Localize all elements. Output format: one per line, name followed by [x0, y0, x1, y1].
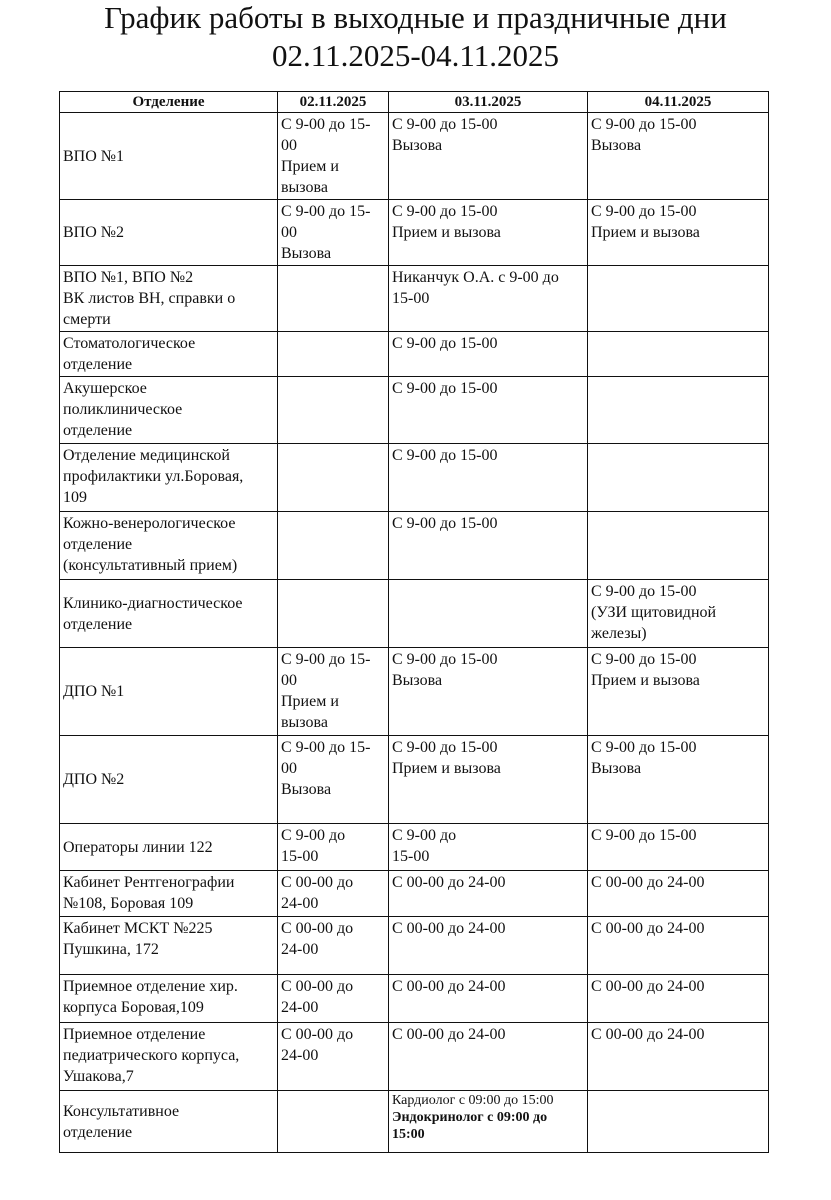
table-body	[60, 113, 769, 1153]
table-row	[60, 444, 769, 512]
cell-text: 00	[281, 760, 297, 777]
schedule-cell-date-1	[278, 917, 389, 975]
schedule-cell-date-3	[588, 200, 769, 266]
schedule-cell-date-2	[389, 580, 588, 648]
department-name: Клинико-диагностическое	[63, 594, 243, 612]
cell-text: С 9-00 до 15-00	[591, 739, 697, 756]
cell-text: С 00-00 до	[281, 874, 354, 891]
department-name: отделение	[63, 422, 133, 439]
department-name: ДПО №2	[63, 771, 125, 788]
table-row	[60, 871, 769, 917]
department-cell	[60, 377, 278, 444]
table-row	[60, 824, 769, 871]
cell-text: С 00-00 до 24-00	[591, 920, 705, 937]
schedule-cell-date-3	[588, 580, 769, 648]
department-cell	[60, 580, 278, 648]
schedule-cell-date-2	[389, 377, 588, 444]
schedule-cell-date-1	[278, 1023, 389, 1091]
header-date-1: 02.11.2025	[278, 92, 389, 113]
cell-text: Прием и вызова	[392, 224, 501, 241]
department-name: отделение	[63, 356, 133, 373]
department-name: отделение	[63, 615, 133, 633]
schedule-table	[59, 91, 769, 1153]
schedule-cell-date-1	[278, 580, 389, 648]
schedule-cell-date-1	[278, 444, 389, 512]
department-name: Акушерское	[63, 380, 147, 397]
cell-text: С 00-00 до 24-00	[392, 1026, 506, 1043]
cell-text: Вызова	[281, 245, 332, 262]
schedule-cell-date-2	[389, 871, 588, 917]
cell-text: Вызова	[281, 781, 332, 798]
table-row	[60, 736, 769, 824]
cell-text: С 00-00 до	[281, 920, 354, 937]
department-name: Отделение медицинской	[63, 447, 230, 464]
department-cell	[60, 975, 278, 1023]
table-row	[60, 975, 769, 1023]
cell-text-bold: 15:00	[392, 1127, 425, 1142]
table-row	[60, 917, 769, 975]
cell-text: С 00-00 до 24-00	[392, 874, 506, 891]
department-name: Операторы линии 122	[63, 838, 213, 856]
department-cell	[60, 266, 278, 332]
page-title: График работы в выходные и праздничные дни	[104, 0, 727, 35]
cell-text-bold: Эндокринолог с 09:00 до	[392, 1110, 548, 1125]
department-cell	[60, 736, 278, 824]
schedule-cell-date-1	[278, 975, 389, 1023]
department-name: ВПО №2	[63, 224, 125, 241]
schedule-cell-date-3	[588, 917, 769, 975]
department-cell	[60, 332, 278, 377]
department-name: ВК листов ВН, справки о	[63, 290, 236, 307]
schedule-cell-date-3	[588, 444, 769, 512]
header-date-3: 04.11.2025	[588, 92, 769, 113]
department-name: Кабинет Рентгенографии	[63, 874, 235, 891]
cell-text: Вызова	[591, 760, 642, 777]
header-row	[60, 92, 769, 113]
department-name: Приемное отделение хир.	[63, 978, 238, 995]
department-cell	[60, 917, 278, 975]
department-name: отделение	[63, 1123, 133, 1141]
department-cell	[60, 1091, 278, 1153]
schedule-cell-date-3	[588, 736, 769, 824]
cell-text: (УЗИ щитовидной	[591, 604, 717, 621]
department-cell	[60, 512, 278, 580]
schedule-cell-date-2	[389, 736, 588, 824]
schedule-cell-date-2	[389, 200, 588, 266]
schedule-cell-date-2	[389, 824, 588, 871]
table-row	[60, 266, 769, 332]
department-name: корпуса Боровая,109	[63, 999, 204, 1016]
department-cell	[60, 824, 278, 871]
table-row	[60, 377, 769, 444]
schedule-cell-date-2	[389, 444, 588, 512]
department-name: Ушакова,7	[63, 1068, 134, 1085]
schedule-cell-date-3	[588, 871, 769, 917]
department-name: (консультативный прием)	[63, 557, 238, 574]
cell-text: С 00-00 до 24-00	[392, 920, 506, 937]
schedule-cell-date-1	[278, 332, 389, 377]
schedule-cell-date-2	[389, 512, 588, 580]
table-row	[60, 200, 769, 266]
cell-text: С 9-00 до 15-00	[591, 583, 697, 600]
department-name: Консультативное	[63, 1102, 180, 1120]
department-name: Кожно-венерологическое	[63, 515, 236, 532]
department-name: Пушкина, 172	[63, 941, 159, 958]
department-name: Кабинет МСКТ №225	[63, 920, 213, 937]
schedule-cell-date-2	[389, 1023, 588, 1091]
cell-text: С 00-00 до 24-00	[591, 1026, 705, 1043]
cell-text: вызова	[281, 179, 328, 196]
schedule-cell-date-3	[588, 266, 769, 332]
cell-text: Вызова	[392, 137, 443, 154]
schedule-cell-date-1	[278, 824, 389, 871]
department-name: №108, Боровая 109	[63, 895, 194, 912]
schedule-cell-date-3	[588, 1023, 769, 1091]
schedule-cell-date-3	[588, 113, 769, 200]
schedule-cell-date-1	[278, 648, 389, 736]
cell-text: С 00-00 до	[281, 978, 354, 995]
cell-text: С 9-00 до 15-	[281, 203, 371, 220]
cell-text: 15-00	[392, 848, 430, 865]
department-name: профилактики ул.Боровая,	[63, 468, 244, 485]
schedule-cell-date-1	[278, 1091, 389, 1153]
cell-text: 15-00	[281, 848, 319, 865]
cell-text: С 9-00 до	[281, 827, 346, 844]
department-cell	[60, 1023, 278, 1091]
table-header	[60, 92, 769, 113]
cell-text: С 9-00 до 15-00	[591, 827, 697, 844]
department-cell	[60, 200, 278, 266]
cell-text: 00	[281, 137, 297, 154]
header-date-2: 03.11.2025	[389, 92, 588, 113]
cell-text: С 9-00 до 15-00	[392, 380, 498, 397]
cell-text: Прием и вызова	[392, 760, 501, 777]
cell-text: 00	[281, 672, 297, 689]
cell-text: Прием и вызова	[591, 224, 700, 241]
cell-text: С 9-00 до 15-00	[392, 203, 498, 220]
cell-text: 24-00	[281, 1047, 319, 1064]
cell-text: С 00-00 до 24-00	[591, 978, 705, 995]
cell-text: Прием и	[281, 158, 339, 175]
table-row	[60, 580, 769, 648]
department-name: отделение	[63, 536, 133, 553]
schedule-cell-date-3	[588, 512, 769, 580]
cell-text: С 9-00 до 15-00	[591, 203, 697, 220]
schedule-cell-date-3	[588, 377, 769, 444]
schedule-cell-date-1	[278, 871, 389, 917]
department-name: Стоматологическое	[63, 335, 196, 352]
schedule-cell-date-2	[389, 917, 588, 975]
schedule-cell-date-3	[588, 332, 769, 377]
table-row	[60, 1091, 769, 1153]
schedule-cell-date-1	[278, 377, 389, 444]
schedule-cell-date-2	[389, 266, 588, 332]
cell-text: С 9-00 до	[392, 827, 457, 844]
schedule-cell-date-3	[588, 824, 769, 871]
department-name: ВПО №1	[63, 147, 125, 165]
cell-text: С 9-00 до 15-	[281, 739, 371, 756]
department-cell	[60, 113, 278, 200]
cell-text: С 00-00 до	[281, 1026, 354, 1043]
department-name: педиатрического корпуса,	[63, 1047, 240, 1064]
department-name: поликлиническое	[63, 401, 183, 418]
department-cell	[60, 871, 278, 917]
cell-text: железы)	[591, 625, 647, 642]
cell-text: С 9-00 до 15-00	[392, 651, 498, 668]
table-row	[60, 648, 769, 736]
cell-text: вызова	[281, 714, 328, 731]
cell-text: Прием и	[281, 693, 339, 710]
cell-text: С 9-00 до 15-00	[392, 515, 498, 532]
schedule-cell-date-2	[389, 332, 588, 377]
cell-text: С 9-00 до 15-00	[591, 116, 697, 133]
schedule-cell-date-1	[278, 512, 389, 580]
department-cell	[60, 444, 278, 512]
cell-text: С 9-00 до 15-00	[392, 116, 498, 133]
cell-text: 24-00	[281, 999, 319, 1016]
table-row	[60, 512, 769, 580]
schedule-cell-date-1	[278, 736, 389, 824]
cell-text: С 9-00 до 15-00	[591, 651, 697, 668]
cell-text: Кардиолог с 09:00 до 15:00	[392, 1093, 554, 1108]
cell-text: С 00-00 до 24-00	[392, 978, 506, 995]
department-name: 109	[63, 489, 87, 506]
department-name: ДПО №1	[63, 683, 125, 700]
cell-text: Прием и вызова	[591, 672, 700, 689]
cell-text: Вызова	[591, 137, 642, 154]
table-row	[60, 1023, 769, 1091]
schedule-cell-date-2	[389, 1091, 588, 1153]
cell-text: С 9-00 до 15-00	[392, 447, 498, 464]
cell-text: Вызова	[392, 672, 443, 689]
schedule-cell-date-3	[588, 1091, 769, 1153]
cell-text: С 9-00 до 15-00	[392, 739, 498, 756]
schedule-cell-date-3	[588, 648, 769, 736]
table-row	[60, 113, 769, 200]
cell-text: 24-00	[281, 941, 319, 958]
department-name: ВПО №1, ВПО №2	[63, 269, 194, 286]
schedule-cell-date-1	[278, 200, 389, 266]
schedule-cell-date-3	[588, 975, 769, 1023]
schedule-cell-date-2	[389, 113, 588, 200]
schedule-cell-date-2	[389, 648, 588, 736]
date-range-title: 02.11.2025-04.11.2025	[271, 38, 560, 73]
schedule-cell-date-1	[278, 266, 389, 332]
department-cell	[60, 648, 278, 736]
department-name: смерти	[63, 311, 111, 328]
table-row	[60, 332, 769, 377]
department-name: Приемное отделение	[63, 1026, 206, 1043]
cell-text: С 9-00 до 15-00	[392, 335, 498, 352]
cell-text: 00	[281, 224, 297, 241]
header-department: Отделение	[60, 92, 278, 113]
cell-text: 24-00	[281, 895, 319, 912]
schedule-cell-date-1	[278, 113, 389, 200]
cell-text: Никанчук О.А. с 9-00 до	[392, 269, 559, 286]
schedule-cell-date-2	[389, 975, 588, 1023]
cell-text: С 9-00 до 15-	[281, 651, 371, 668]
cell-text: С 9-00 до 15-	[281, 116, 371, 133]
cell-text: С 00-00 до 24-00	[591, 874, 705, 891]
cell-text: 15-00	[392, 290, 430, 307]
